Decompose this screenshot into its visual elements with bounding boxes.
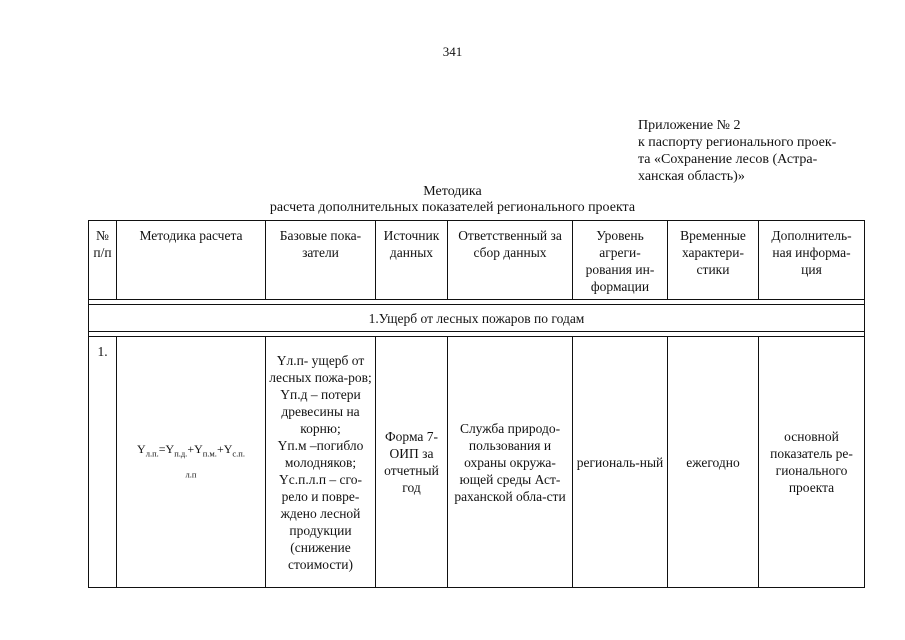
section-row [89,305,865,332]
header-row [89,221,865,300]
header-time: Временные характери- стики [668,221,759,300]
section-title: 1.Ущерб от лесных пожаров по годам [89,305,865,332]
row-responsible: Служба природо-пользования и охраны окружа-ющей среды Аст-раханской обла-сти [448,337,573,588]
header-method: Методика расчета [117,221,266,300]
row-additional: основной показатель ре-гионального проекта [759,337,865,588]
header-base: Базовые пока- затели [266,221,376,300]
header-level: Уровень агреги- рования ин- формации [573,221,668,300]
title-line: Методика [423,184,482,199]
base-indicator: Yс.п.л.п – сго-рело и повре-ждено лесной продукции (снижение стоимости) [279,471,362,572]
appendix-line: та «Сохранение лесов (Астра- [638,152,818,167]
document-title [0,184,905,216]
header-responsible: Ответственный за сбор данных [448,221,573,300]
row-time: ежегодно [668,337,759,588]
title-line: расчета дополнительных показателей регионального проекта [269,200,636,215]
base-indicator: Yл.п- ущерб от лесных пожа-ров; [269,352,372,385]
row-source: Форма 7-ОИП за отчетный год [376,337,448,588]
row-base-indicators [266,337,376,588]
methodology-table [88,220,865,588]
header-num: № п/п [89,221,117,300]
row-num: 1. [89,337,117,588]
header-additional: Дополнитель- ная информа- ция [759,221,865,300]
row-formula: $Y_{л.п.}=Y_{п.д.}+Y_{п.м.}+Y_{с.п.}$ $_{л.п}$ [117,337,266,588]
base-indicator: Yп.м –погибло молодняков; [277,437,364,470]
table-row [89,337,865,588]
appendix-note [638,117,888,185]
base-indicator: Yп.д – потери древесины на корню; [280,386,361,436]
appendix-line: Приложение № 2 [638,118,741,133]
header-source: Источник данных [376,221,448,300]
appendix-line: к паспорту регионального проек- [638,135,837,150]
row-level: региональ-ный [573,337,668,588]
page-number: 341 [442,44,463,59]
appendix-line: ханская область)» [638,169,745,184]
